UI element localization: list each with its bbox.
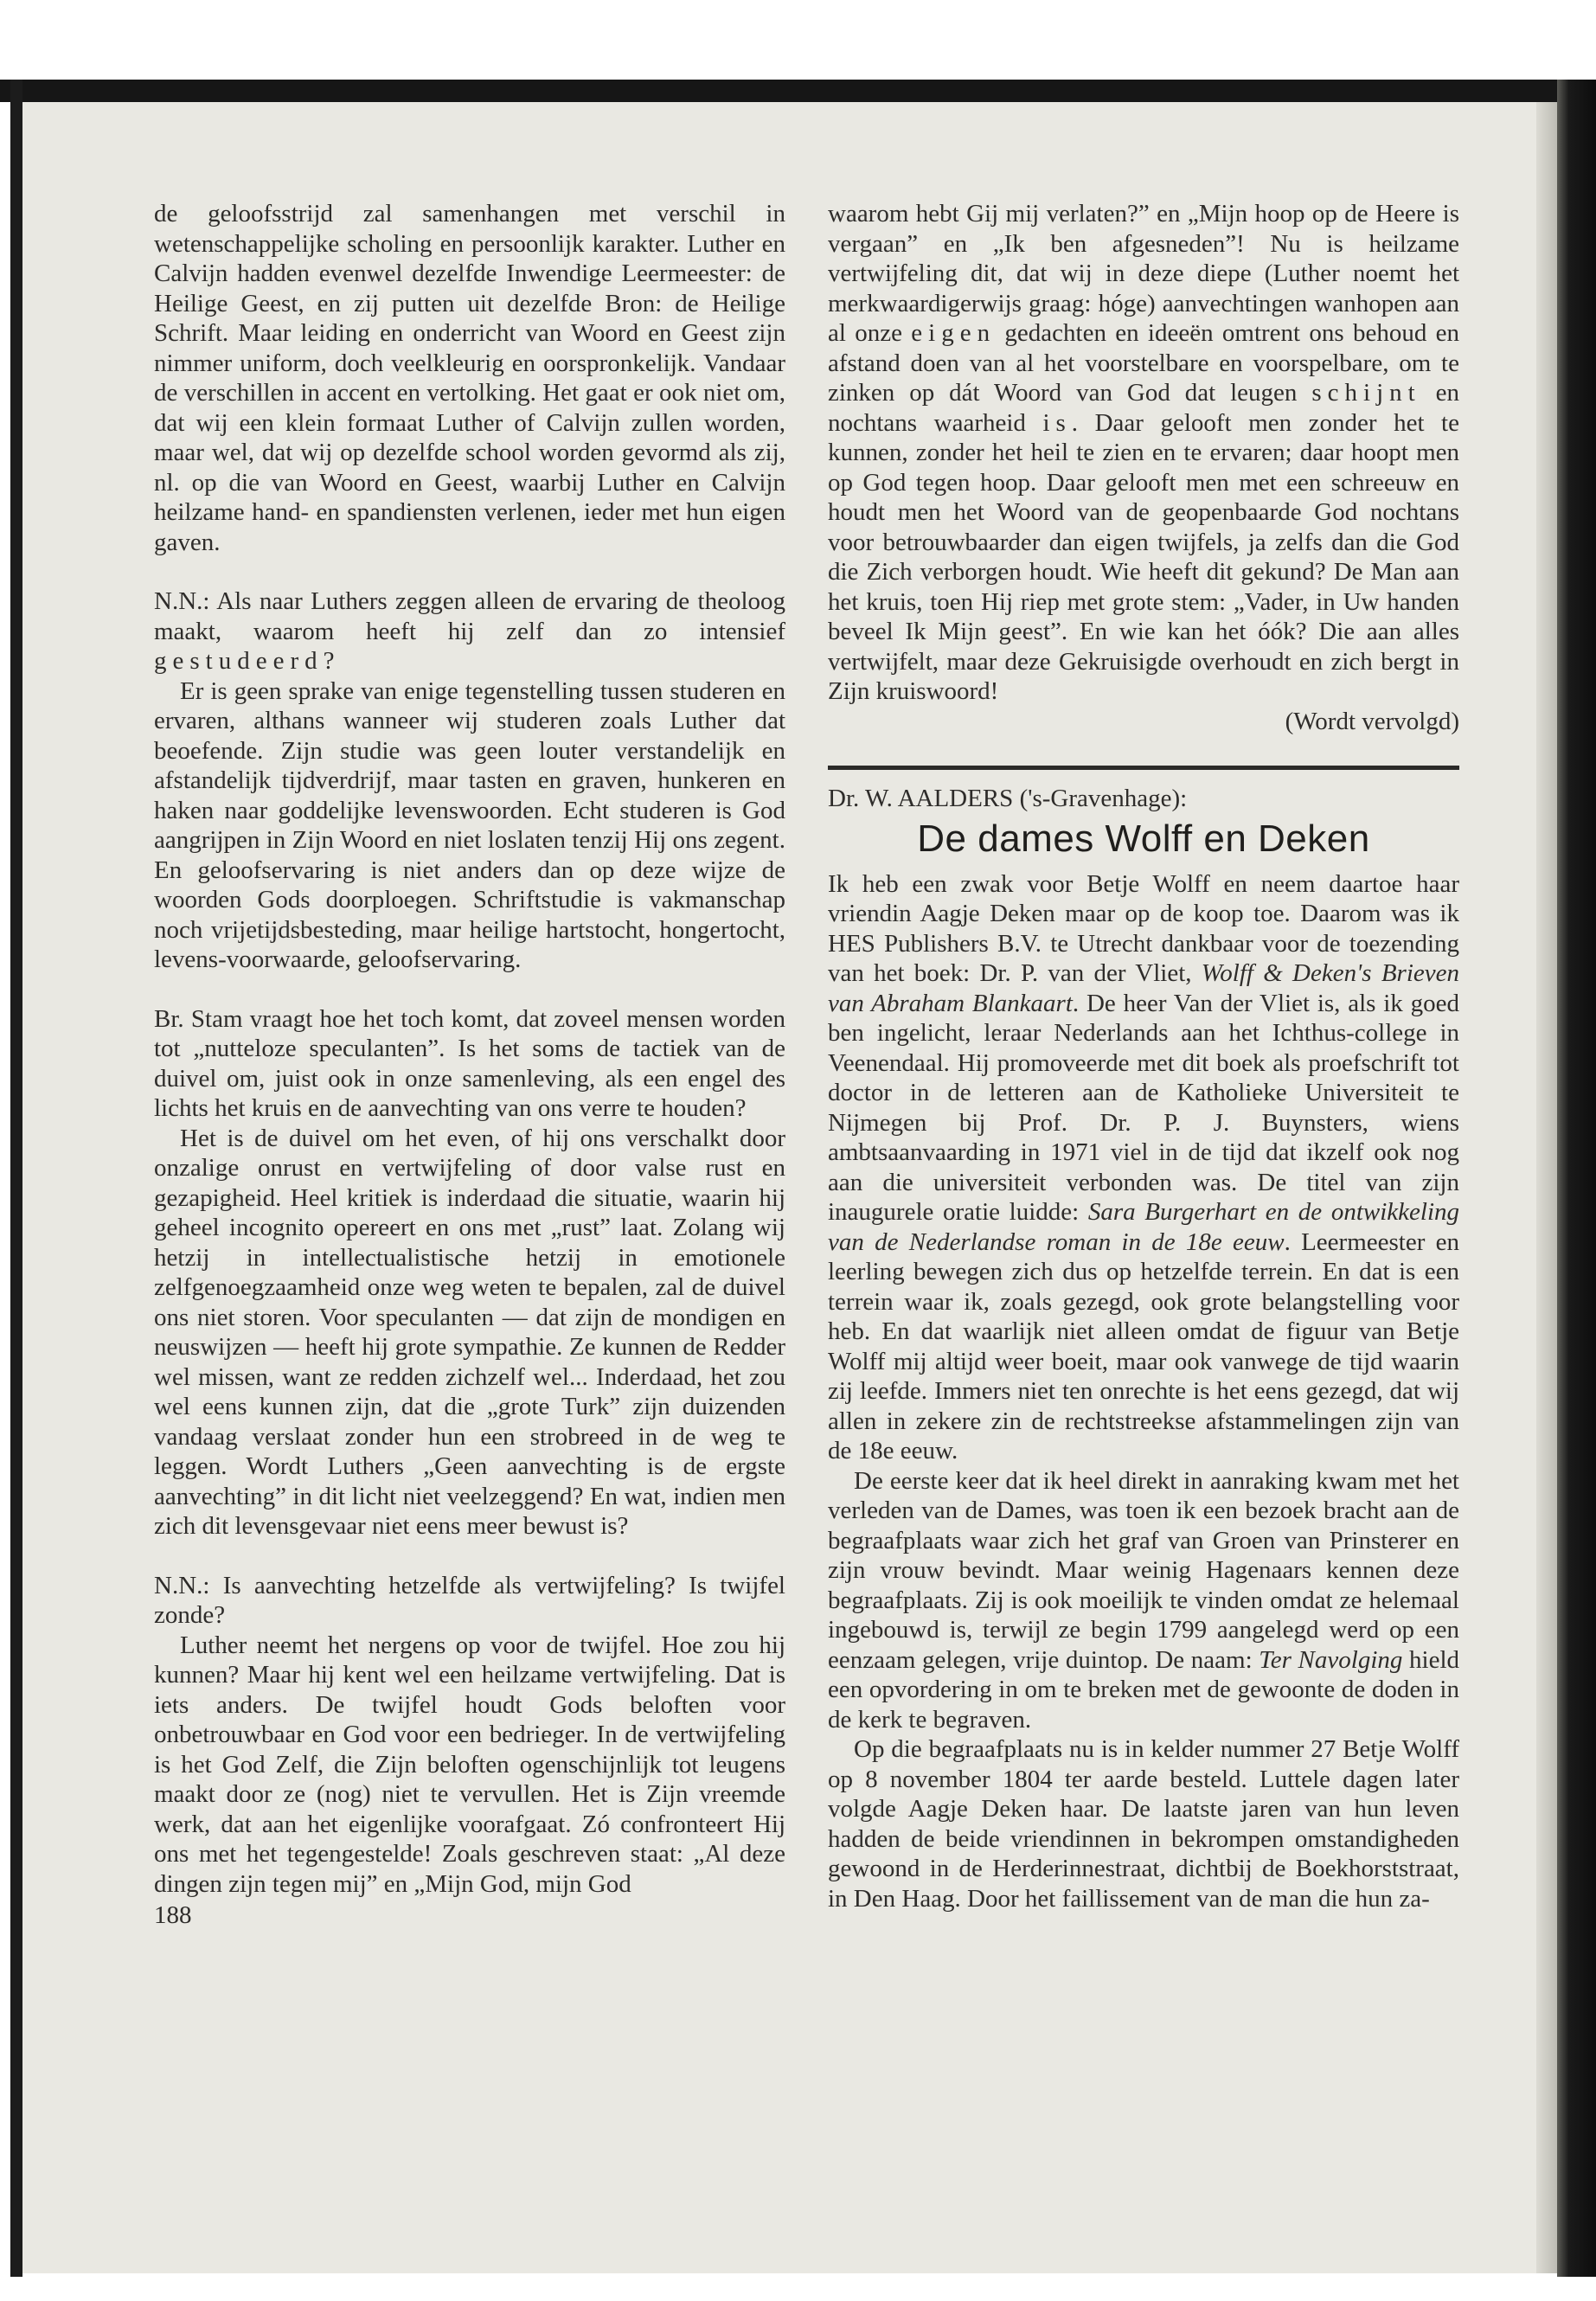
page-binding-edge: [1536, 102, 1557, 2273]
cemetery-name: Ter Navolging: [1259, 1645, 1403, 1674]
speaker: Br. Stam: [154, 1004, 243, 1033]
book-title: Wolff & Deken's Brieven van Abraham Blankaart: [828, 959, 1459, 1017]
question-paragraph: N.N.: Als naar Luthers zeggen alleen de ervaring de theoloog maakt, waarom heeft hij zelf dan zo intensief gestudeerd?: [154, 587, 785, 675]
scan-border-left: [10, 80, 22, 2277]
spaced-word: eigen: [911, 319, 997, 347]
question-paragraph: Br. Stam vraagt hoe het toch komt, dat zoveel mensen worden tot „nutteloze speculanten”. Is het soms de tactiek van de duivel om, juist ook in onze samenleving, als een engel des lichts het kruis en de aanvechting van ons verre te houden?: [154, 1004, 786, 1122]
right-column: [828, 199, 1459, 1913]
article-paragraph: Ik heb een zwak voor Betje Wolff en neem daartoe haar vriendin Aagje Deken maar op de koop toe. Daarom was ik HES Publishers B.V. te Utrecht dankbaar voor de toezending van het boek: Dr. P. van der Vliet, Wolff & Deken's Brieven van Abraham Blankaart. De heer Van der Vliet is, als ik goed ben ingelicht, leraar Nederlands aan het Ichthus-college in Veenendaal. Hij promoveerde met dit boek als proefschrift tot doctor in de letteren aan de Katholieke Universiteit te Nijmegen bij Prof. Dr. P. J. Buynsters, wiens ambtsaanvaarding in 1971 viel in de tijd dat ikzelf ook nog aan die universiteit verbonden was. De titel van zijn inaugurele oratie luidde: Sara Burgerhart en de ontwikkeling van de Nederlandse roman in de 18e eeuw. Leermeester en leerling bewegen zich dus op hetzelfde terrein. En dat is een terrein waar ik, zoals gezegd, ook grote belangstelling voor heb. En dat waarlijk niet alleen omdat de figuur van Betje Wolff mij altijd weer boeit, maar ook vanwege de tijd waarin zij leefde. Immers niet ten onrechte is het eens gezegd, dat wij allen in zekere zin de rechtstreekse afstammelingen zijn van de 18e eeuw.: [828, 869, 1460, 1465]
speaker: N.N.:: [154, 1571, 210, 1599]
speaker: N.N.:: [154, 587, 210, 615]
scan-border-right: [1557, 80, 1596, 2277]
page-number: 188: [154, 1901, 192, 1929]
article-author: Dr. W. AALDERS ('s-Gravenhage):: [828, 785, 1188, 812]
section-divider: [828, 766, 1459, 770]
paragraph: de geloofsstrijd zal samenhangen met verschil in wetenschappelijke scholing en persoonlijk karakter. Luther en Calvijn hadden evenwel dezelfde Inwendige Leermeester: de Heilige Geest, en zij putten uit dezelfde Bron: de Heilige Schrift. Maar leiding en onderricht van Woord en Geest zijn nimmer uniform, doch veelkleurig en oorspronkelijk. Vandaar de verschillen in accent en vertolking. Het gaat er ook niet om, dat wij een klein formaat Luther of Calvijn zullen worden, maar wel, dat wij op dezelfde school worden gevormd als zij, nl. op die van Woord en Geest, waarbij Luther en Calvijn heilzame hand- en spandiensten verlenen, ieder met hun eigen gaven.: [154, 200, 785, 556]
spaced-word: gestudeerd: [154, 647, 324, 675]
to-be-continued: (Wordt vervolgd): [1285, 707, 1459, 735]
scan-border-top: [0, 80, 1596, 102]
left-column: [154, 199, 785, 1931]
spaced-word: schijnt: [1311, 379, 1421, 407]
spaced-word: is: [1042, 408, 1072, 437]
article-paragraph: Op die begraafplaats nu is in kelder nummer 27 Betje Wolff op 8 november 1804 ter aarde besteld. Luttele dagen later volgde Aagje Deken haar. De laatste jaren van hun leven hadden de beide vriendinnen in bekrompen omstandigheden gewoond in de Herderinnestraat, dichtbij de Boekhorststraat, in Den Haag. Door het faillissement van de man die hun za-: [828, 1735, 1459, 1913]
answer-paragraph: Het is de duivel om het even, of hij ons verschalkt door onzalige onrust en vertwijfeling of door valse rust en gezapigheid. Heel kritiek is inderdaad die situatie, waarin hij geheel incognito opereert en ons met „rust” laat. Zolang wij hetzij in intellectualistische hetzij in emotionele zelfgenoegzaamheid onze weg weten te bepalen, zal de duivel ons niet storen. Voor speculanten — dat zijn de mondigen en neuswijzen — heeft hij grote sympathie. Ze kunnen de Redder wel missen, want ze redden zichzelf wel... Inderdaad, het zou wel eens kunnen zijn, dat die „grote Turk” zijn duizenden vandaag verslaat zonder hun een strobreed in de weg te leggen. Wordt Luthers „Geen aanvechting is de ergste aanvechting” in dit licht niet veelzeggend? En wat, indien men zich dit levensgevaar niet eens meer bewust is?: [154, 1124, 785, 1540]
continuation-paragraph: waarom hebt Gij mij verlaten?” en „Mijn hoop op de Heere is vergaan” en „Ik ben afgesneden”! Nu is heilzame vertwijfeling dit, dat wij in deze diepe (Luther noemt het merkwaardigerwijs graag: hóge) aanvechtingen wanhopen aan al onze eigen gedachten en ideeën omtrent ons behoud en afstand doen van al het voorstelbare en voorspelbare, om te zinken op dát Woord van God dat leugen schijnt en nochtans waarheid is. Daar gelooft men zonder het te kunnen, zonder het heil te zien en te ervaren; daar hoopt men op God tegen hoop. Daar gelooft men met een schreeuw en houdt men het Woord van de geopenbaarde God nochtans voor betrouwbaarder dan eigen twijfels, ja zelfs dan die God die Zich verborgen houdt. Wie heeft dit gekund? De Man aan het kruis, toen Hij riep met grote stem: „Vader, in Uw handen beveel Ik Mijn geest”. En wie kan het óók? Die aan alles vertwijfelt, maar deze Gekruisigde overhoudt en zich bergt in Zijn kruiswoord!: [828, 200, 1460, 705]
article-paragraph: De eerste keer dat ik heel direkt in aanraking kwam met het verleden van de Dames, was toen ik een bezoek bracht aan de begraafplaats waar zich het graf van Groen van Prinsterer en zijn vrouw bevindt. Maar weinig Hagenaars kennen deze begraafplaats. Zij is ook moeilijk te vinden omdat ze helemaal ingebouwd is, terwijl ze begin 1799 aangelegd werd op een eenzaam gelegen, vrije duintop. De naam: Ter Navolging hield een opvordering in om te breken met de gewoonte de doden in de kerk te begraven.: [828, 1466, 1460, 1734]
oration-title: Sara Burgerhart en de ontwikkeling van de Nederlandse roman in de 18e eeuw: [828, 1198, 1460, 1256]
answer-paragraph: Luther neemt het nergens op voor de twijfel. Hoe zou hij kunnen? Maar hij kent wel een heilzame vertwijfeling. Dat is iets anders. De twijfel houdt Gods beloften voor onbetrouwbaar en God voor een bedrieger. In de vertwijfeling is het God Zelf, die Zijn beloften ogenschijnlijk tot leugens maakt door ze (nog) niet te vervullen. Het is Zijn vreemde werk, dat aan het eigenlijke voorafgaat. Zó confronteert Hij ons met het tegengestelde! Zoals geschreven staat: „Al deze dingen zijn tegen mij” en „Mijn God, mijn God: [154, 1631, 785, 1898]
article-title: De dames Wolff en Deken: [917, 817, 1370, 860]
question-paragraph: N.N.: Is aanvechting hetzelfde als vertwijfeling? Is twijfel zonde?: [154, 1571, 785, 1629]
answer-paragraph: Er is geen sprake van enige tegenstelling tussen studeren en ervaren, althans wanneer wij studeren zoals Luther dat beoefende. Zijn studie was geen louter verstandelijk en afstandelijk tijdverdrijf, maar tasten en graven, hunkeren en haken naar goddelijke levenswoorden. Echt studeren is God aangrijpen in Zijn Woord en niet loslaten tenzij Hij ons zegent. En geloofservaring is niet anders dan op deze wijze de woorden Gods doorploegen. Schriftstudie is vakmanschap noch vrijetijdsbesteding, maar heilige hartstocht, hongertocht, levens-voorwaarde, geloofservaring.: [154, 676, 785, 973]
